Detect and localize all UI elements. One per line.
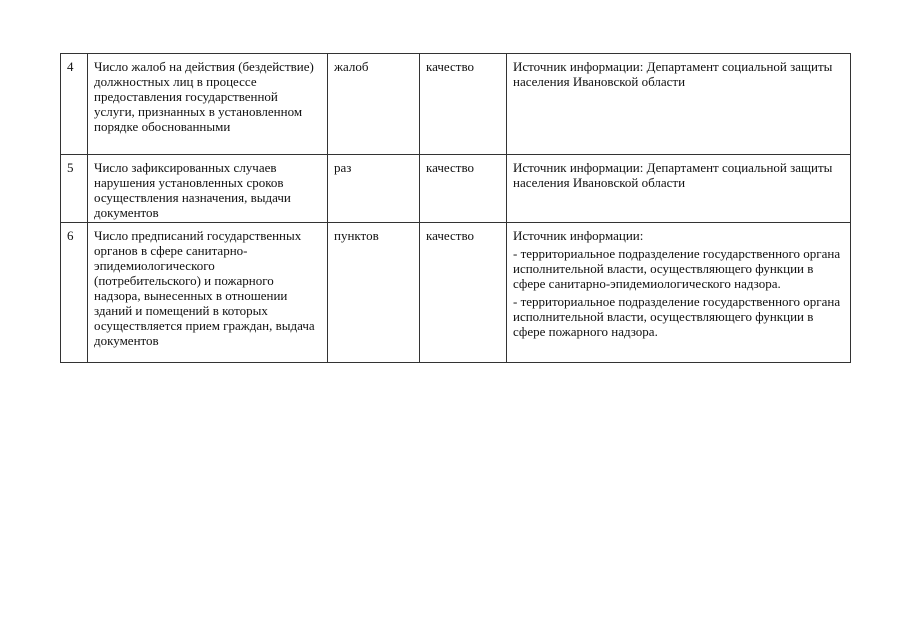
indicator-type: качество — [420, 155, 507, 223]
row-number: 4 — [61, 54, 88, 155]
indicator-name: Число зафиксированных случаев нарушения установленных сроков осуществления назначения, выдачи документов — [88, 155, 328, 223]
source-text: Источник информации: — [513, 228, 644, 243]
table-row — [61, 54, 851, 155]
information-source — [507, 54, 851, 155]
row-number: 6 — [61, 223, 88, 363]
table-row — [61, 155, 851, 223]
unit-of-measure: жалоб — [328, 54, 420, 155]
row-number: 5 — [61, 155, 88, 223]
source-text: Источник информации: Департамент социальной защиты населения Ивановской области — [513, 160, 833, 190]
information-source — [507, 223, 851, 363]
indicator-type: качество — [420, 223, 507, 363]
indicators-table — [60, 53, 851, 363]
indicator-name: Число жалоб на действия (бездействие) должностных лиц в процессе предоставления государственной услуги, признанных в установленном порядке обоснованными — [88, 54, 328, 155]
indicator-name: Число предписаний государственных органов в сфере санитарно-эпидемиологического (потребительского) и пожарного надзора, вынесенных в отношении зданий и помещений в которых осуществляется прием граждан, выдача документов — [88, 223, 328, 363]
unit-of-measure: пунктов — [328, 223, 420, 363]
information-source — [507, 155, 851, 223]
source-item-sanitary: - территориальное подразделение государственного органа исполнительной власти, осуществляющего функции в сфере санитарно-эпидемиологического надзора. — [513, 246, 841, 291]
unit-of-measure: раз — [328, 155, 420, 223]
indicator-type: качество — [420, 54, 507, 155]
source-text: Источник информации: Департамент социальной защиты населения Ивановской области — [513, 59, 833, 89]
source-item-fire: - территориальное подразделение государственного органа исполнительной власти, осуществляющего функции в сфере пожарного надзора. — [513, 294, 841, 339]
table-row — [61, 223, 851, 363]
